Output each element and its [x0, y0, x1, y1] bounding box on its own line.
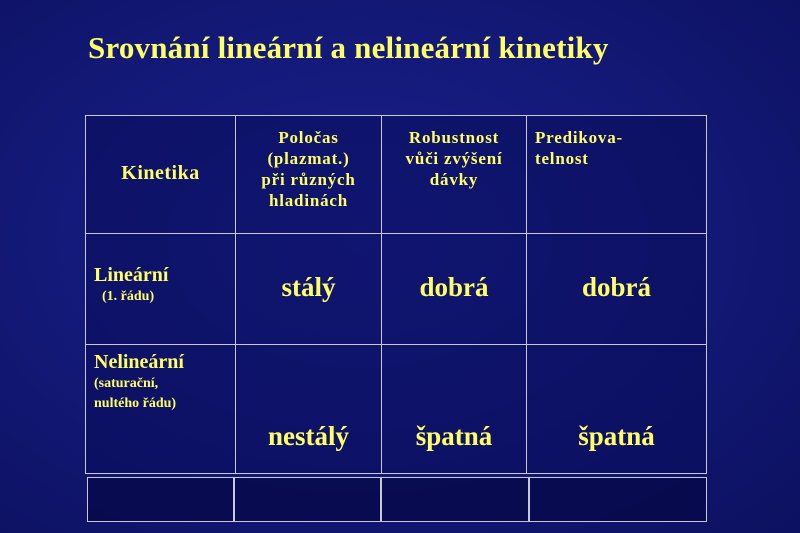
row-linear-title: Lineární	[94, 264, 169, 286]
row-nonlinear-robustness-value: špatná	[415, 421, 493, 451]
row-nonlinear-sub1: (saturační,	[94, 376, 159, 391]
comparison-table	[85, 115, 707, 527]
row-nonlinear-title: Nelineární	[94, 351, 184, 373]
row-linear-predictability-value: dobrá	[581, 272, 652, 302]
row-nonlinear-label	[85, 344, 236, 474]
row-nonlinear-predictability-value: špatná	[578, 421, 655, 451]
header-predictability	[526, 115, 707, 234]
header-half-life-line3: při různých	[261, 170, 356, 189]
header-predictability-line1: Predikova-	[535, 128, 623, 147]
row-linear-half-life-value: stálý	[281, 272, 336, 302]
row-linear-label	[85, 233, 236, 345]
row-linear-predictability	[526, 233, 707, 345]
header-half-life-line2: (plazmat.)	[267, 149, 350, 168]
row-linear-robustness-value: dobrá	[419, 272, 489, 302]
row-linear-robustness	[381, 233, 527, 345]
header-robustness-line2: vůči zvýšení	[405, 149, 503, 168]
row-nonlinear-predictability	[526, 344, 707, 474]
row-nonlinear-robustness	[381, 344, 527, 474]
header-robustness	[381, 115, 527, 234]
header-kinetika	[85, 115, 236, 234]
empty-cell-1	[87, 477, 234, 522]
header-robustness-line1: Robustnost	[408, 128, 500, 147]
row-nonlinear-half-life-value: nestálý	[268, 421, 349, 451]
slide-title: Srovnání lineární a nelineární kinetiky	[88, 30, 609, 65]
header-kinetika-text: Kinetika	[121, 162, 200, 184]
header-robustness-line3: dávky	[429, 170, 479, 189]
row-nonlinear-sub2: nultého řádu)	[94, 396, 177, 411]
header-half-life	[235, 115, 382, 234]
row-linear-sub: (1. řádu)	[102, 289, 155, 304]
row-nonlinear-half-life	[235, 344, 382, 474]
empty-cell-3	[381, 477, 529, 522]
empty-cell-4	[529, 477, 707, 522]
header-half-life-line1: Poločas	[278, 128, 339, 147]
empty-cell-2	[234, 477, 381, 522]
row-linear-half-life	[235, 233, 382, 345]
header-predictability-line2: telnost	[535, 149, 589, 168]
header-half-life-line4: hladinách	[268, 191, 348, 210]
